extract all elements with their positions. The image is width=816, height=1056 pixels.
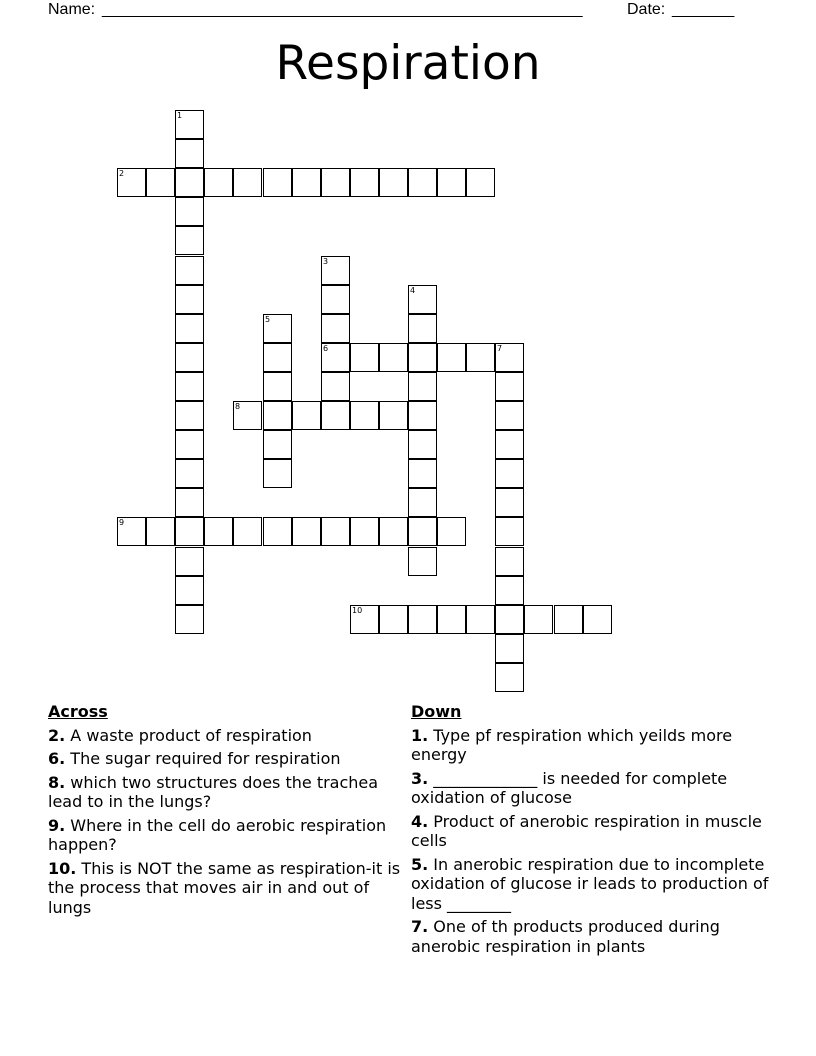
grid-cell[interactable] (175, 139, 204, 168)
name-label: Name: (48, 1, 96, 18)
grid-cell[interactable] (379, 168, 408, 197)
grid-cell[interactable] (175, 226, 204, 255)
grid-cell[interactable] (437, 168, 466, 197)
grid-cell[interactable] (495, 430, 524, 459)
grid-cell[interactable] (495, 634, 524, 663)
grid-cell[interactable] (495, 343, 524, 372)
grid-cell[interactable] (117, 168, 146, 197)
grid-cell[interactable] (495, 547, 524, 576)
grid-cell[interactable] (175, 517, 204, 546)
grid-cell[interactable] (233, 517, 262, 546)
grid-cell[interactable] (146, 168, 175, 197)
grid-cell[interactable] (175, 547, 204, 576)
grid-cell[interactable] (466, 605, 495, 634)
grid-cell[interactable] (321, 343, 350, 372)
grid-cell[interactable] (408, 459, 437, 488)
grid-cell[interactable] (263, 517, 292, 546)
grid-cell[interactable] (175, 459, 204, 488)
grid-cell[interactable] (437, 517, 466, 546)
grid-cell[interactable] (554, 605, 583, 634)
grid-cell[interactable] (263, 459, 292, 488)
grid-cell[interactable] (408, 401, 437, 430)
cell-number: 5 (265, 315, 271, 324)
grid-cell[interactable] (408, 605, 437, 634)
grid-cell[interactable] (495, 605, 524, 634)
clue-text: Type pf respiration which yeilds more energy (411, 725, 733, 764)
clue-text: which two structures does the trachea lead to in the lungs? (48, 772, 379, 811)
clue-down-3 (411, 769, 781, 808)
grid-cell[interactable] (408, 314, 437, 343)
grid-cell[interactable] (321, 256, 350, 285)
clue-text: Where in the cell do aerobic respiration happen? (48, 815, 387, 854)
across-clues (48, 702, 403, 921)
clue-number: 8. (48, 772, 66, 792)
grid-cell[interactable] (379, 605, 408, 634)
grid-cell[interactable] (437, 605, 466, 634)
clue-across-10 (48, 859, 403, 918)
clue-number: 9. (48, 815, 66, 835)
grid-cell[interactable] (146, 517, 175, 546)
cell-number: 7 (497, 344, 503, 353)
clue-text: Product of anerobic respiration in muscle cells (411, 811, 762, 850)
clue-down-1 (411, 726, 781, 765)
clue-number: 4. (411, 811, 429, 831)
clue-number: 6. (48, 749, 66, 768)
grid-cell[interactable] (175, 576, 204, 605)
grid-cell[interactable] (175, 430, 204, 459)
grid-cell[interactable] (495, 459, 524, 488)
grid-cell[interactable] (292, 168, 321, 197)
grid-cell[interactable] (175, 285, 204, 314)
grid-cell[interactable] (350, 401, 379, 430)
cell-number: 9 (119, 518, 125, 527)
grid-cell[interactable] (321, 314, 350, 343)
clue-number: 7. (411, 917, 429, 936)
grid-cell[interactable] (175, 256, 204, 285)
cell-number: 10 (352, 606, 363, 615)
clue-across-9 (48, 816, 403, 855)
grid-cell[interactable] (175, 488, 204, 517)
grid-cell[interactable] (175, 168, 204, 197)
cell-number: 4 (410, 286, 416, 295)
grid-cell[interactable] (466, 168, 495, 197)
grid-cell[interactable] (233, 401, 262, 430)
down-heading: Down (411, 702, 462, 721)
grid-cell[interactable] (175, 110, 204, 139)
grid-cell[interactable] (321, 401, 350, 430)
clue-number: 5. (411, 854, 429, 874)
grid-cell[interactable] (204, 517, 233, 546)
grid-cell[interactable] (204, 168, 233, 197)
grid-cell[interactable] (263, 372, 292, 401)
grid-cell[interactable] (350, 517, 379, 546)
grid-cell[interactable] (175, 343, 204, 372)
puzzle-title: Respiration (275, 36, 541, 91)
grid-cell[interactable] (466, 343, 495, 372)
grid-cell[interactable] (321, 372, 350, 401)
grid-cell[interactable] (524, 605, 553, 634)
grid-cell[interactable] (408, 372, 437, 401)
grid-cell[interactable] (350, 168, 379, 197)
grid-cell[interactable] (175, 197, 204, 226)
grid-cell[interactable] (263, 401, 292, 430)
grid-cell[interactable] (379, 517, 408, 546)
down-clues (411, 702, 781, 960)
date-label: Date: (627, 1, 666, 18)
grid-cell[interactable] (117, 517, 146, 546)
grid-cell[interactable] (495, 576, 524, 605)
clue-number: 1. (411, 725, 429, 745)
grid-cell[interactable] (495, 517, 524, 546)
grid-cell[interactable] (408, 343, 437, 372)
grid-cell[interactable] (408, 488, 437, 517)
grid-cell[interactable] (408, 430, 437, 459)
grid-cell[interactable] (233, 168, 262, 197)
cell-number: 8 (235, 402, 241, 411)
grid-cell[interactable] (263, 168, 292, 197)
grid-cell[interactable] (263, 314, 292, 343)
grid-cell[interactable] (495, 372, 524, 401)
grid-cell[interactable] (350, 343, 379, 372)
grid-cell[interactable] (321, 517, 350, 546)
grid-cell[interactable] (408, 517, 437, 546)
clue-text: The sugar required for respiration (65, 749, 341, 768)
clue-text: One of th products produced during anerobic respiration in plants (411, 917, 720, 956)
clue-across-8 (48, 773, 403, 812)
grid-cell[interactable] (175, 401, 204, 430)
grid-cell[interactable] (437, 343, 466, 372)
grid-cell[interactable] (263, 430, 292, 459)
cell-number: 1 (177, 111, 183, 120)
grid-cell[interactable] (583, 605, 612, 634)
grid-cell[interactable] (175, 314, 204, 343)
grid-cell[interactable] (495, 488, 524, 517)
grid-cell[interactable] (350, 605, 379, 634)
clue-number: 3. (411, 768, 429, 788)
clue-across-6 (48, 749, 403, 769)
grid-cell[interactable] (292, 401, 321, 430)
grid-cell[interactable] (321, 168, 350, 197)
clue-across-2 (48, 726, 403, 746)
date-field[interactable]: _______ (672, 1, 735, 18)
grid-cell[interactable] (263, 343, 292, 372)
clue-number: 10. (48, 858, 77, 878)
clue-down-7 (411, 917, 781, 956)
name-field[interactable]: ______________________________________________________ (102, 1, 583, 18)
cell-number: 3 (323, 257, 329, 266)
grid-cell[interactable] (175, 372, 204, 401)
grid-cell[interactable] (408, 168, 437, 197)
grid-cell[interactable] (321, 285, 350, 314)
clue-text: A waste product of respiration (65, 725, 312, 745)
grid-cell[interactable] (175, 605, 204, 634)
clue-down-5 (411, 855, 781, 914)
grid-cell[interactable] (408, 547, 437, 576)
clue-down-4 (411, 812, 781, 851)
grid-cell[interactable] (408, 285, 437, 314)
clue-text: In anerobic respiration due to incomplete oxidation of glucose ir leads to production of less ________ (411, 854, 769, 913)
grid-cell[interactable] (379, 401, 408, 430)
clue-text: _____________ is needed for complete oxidation of glucose (411, 768, 728, 807)
grid-cell[interactable] (495, 663, 524, 692)
grid-cell[interactable] (379, 343, 408, 372)
cell-number: 2 (119, 169, 125, 178)
grid-cell[interactable] (292, 517, 321, 546)
grid-cell[interactable] (495, 401, 524, 430)
across-heading: Across (48, 702, 108, 721)
clue-number: 2. (48, 725, 66, 745)
cell-number: 6 (323, 344, 329, 353)
clue-text: This is NOT the same as respiration-it is the process that moves air in and out of lungs (48, 858, 401, 917)
